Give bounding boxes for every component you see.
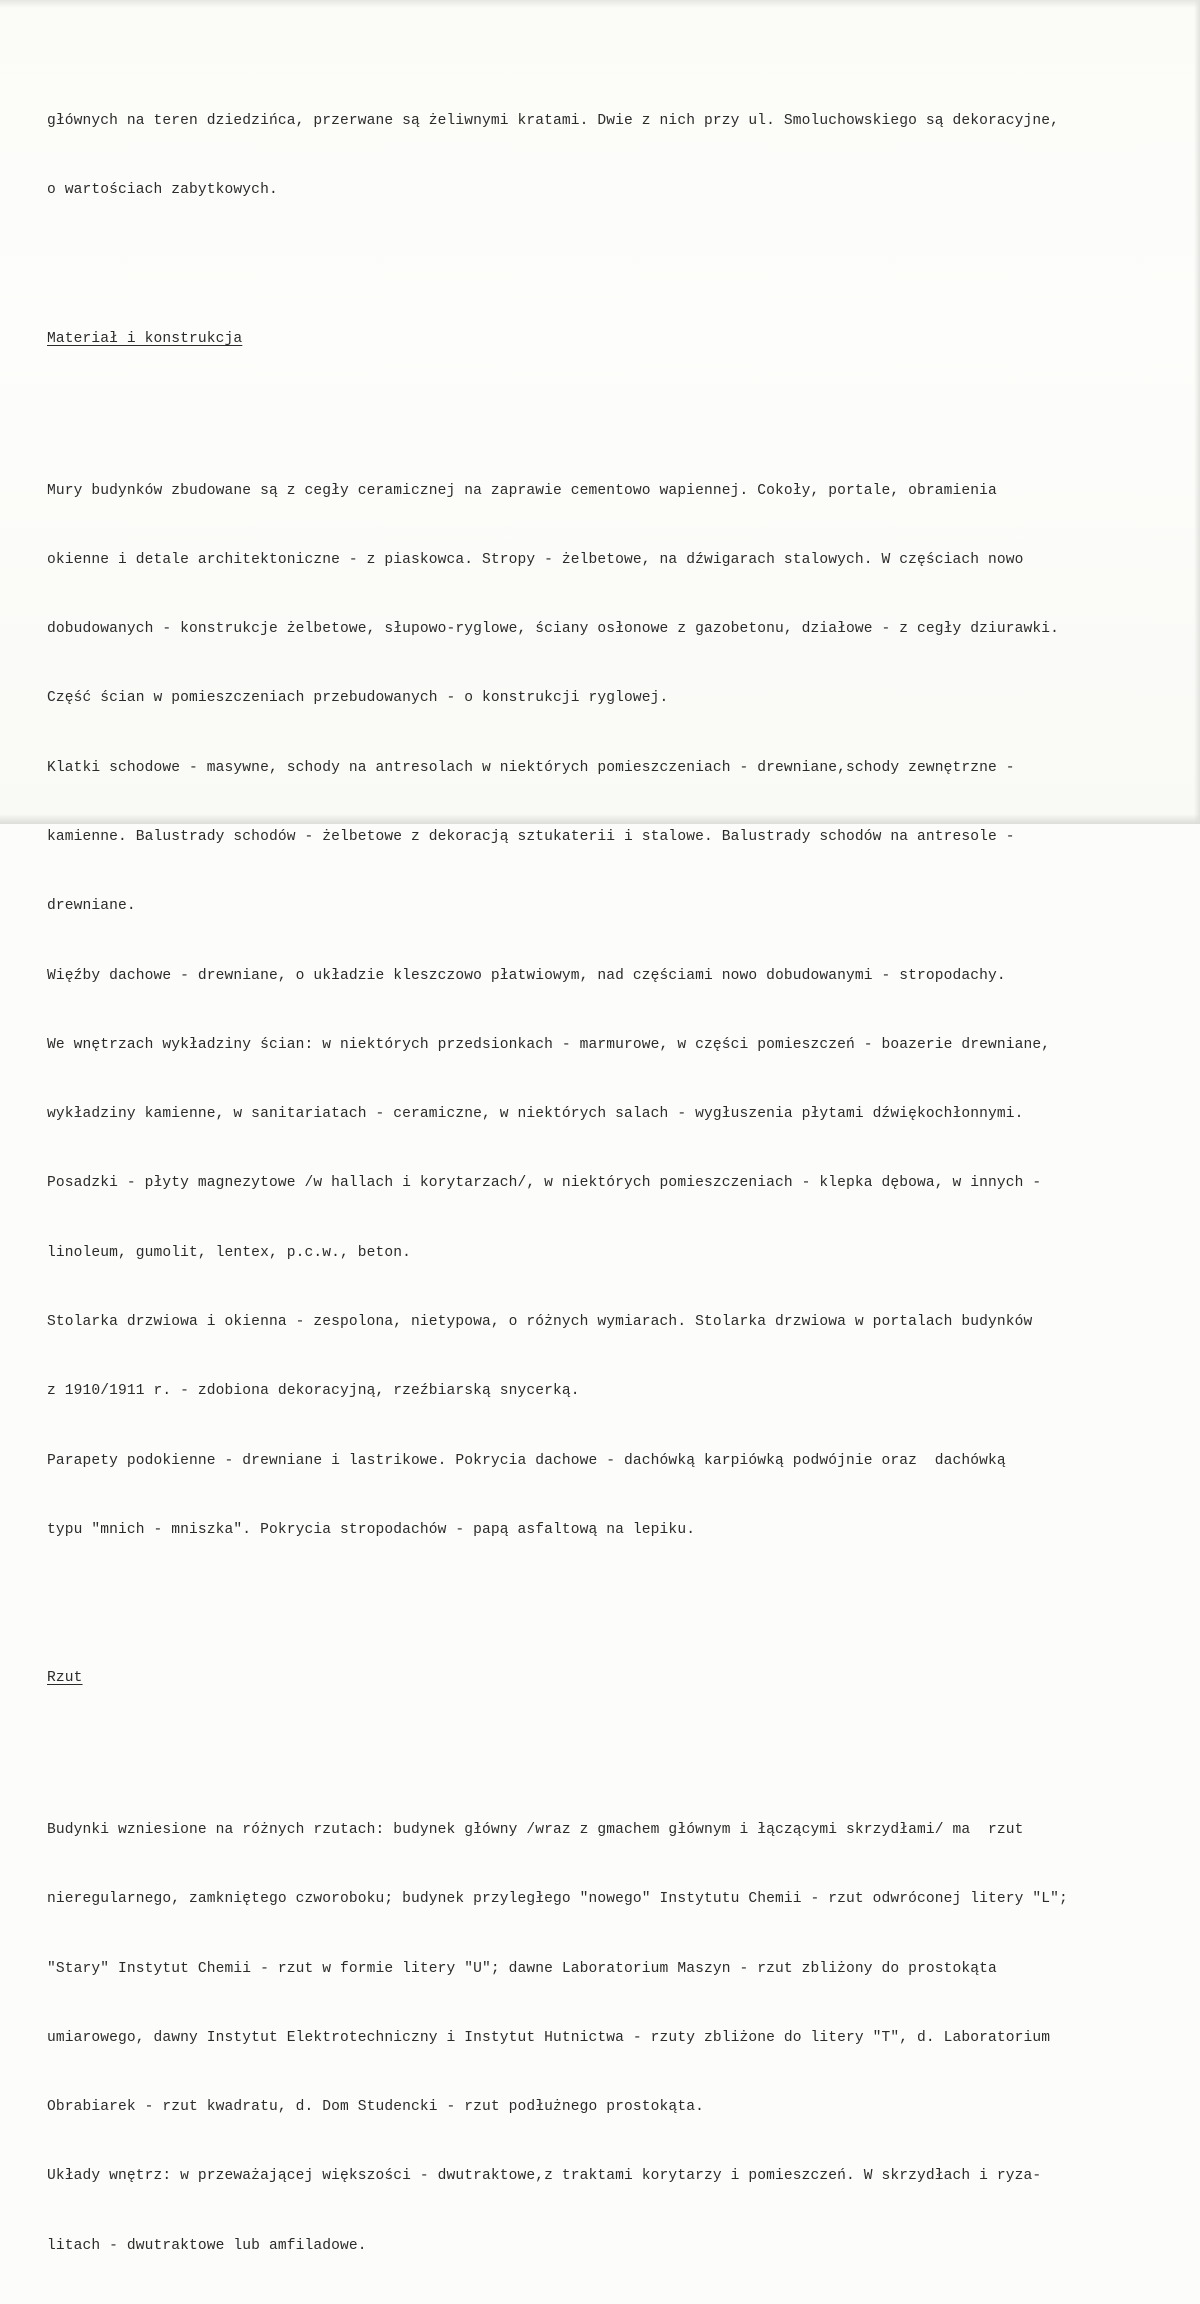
text-line: Więźby dachowe - drewniane, o układzie kleszczowo płatwiowym, nad częściami nowo dobudowanymi - stropodachy. bbox=[47, 967, 1006, 984]
text-line: umiarowego, dawny Instytut Elektrotechniczny i Instytut Hutnictwa - rzuty zbliżone do litery "T", d. Laboratorium bbox=[47, 2029, 1051, 2046]
text-line: Parapety podokienne - drewniane i lastrikowe. Pokrycia dachowe - dachówką karpiówką podwójnie oraz dachówką bbox=[47, 1452, 1006, 1469]
section-heading-material: Materiał i konstrukcja bbox=[47, 331, 243, 348]
text-line: Budynki wzniesione na różnych rzutach: budynek główny /wraz z gmachem głównym i łączącymi skrzydłami/ ma rzut bbox=[47, 1821, 1024, 1838]
text-line: głównych na teren dziedzińca, przerwane są żeliwnymi kratami. Dwie z nich przy ul. Smoluchowskiego są dekoracyjne, bbox=[47, 113, 1060, 130]
text-line: "Stary" Instytut Chemii - rzut w formie litery "U"; dawne Laboratorium Maszyn - rzut zbliżony do prostokąta bbox=[47, 1960, 997, 1977]
text-line: Część ścian w pomieszczeniach przebudowanych - o konstrukcji ryglowej. bbox=[47, 690, 669, 707]
text-line: Układy wnętrz: w przeważającej większości - dwutraktowe,z traktami korytarzy i pomieszczeń. W skrzydłach i ryza- bbox=[47, 2168, 1042, 2185]
text-line: linoleum, gumolit, lentex, p.c.w., beton. bbox=[47, 1244, 411, 1261]
text-line: litach - dwutraktowe lub amfiladowe. bbox=[47, 2237, 367, 2254]
typed-text-body bbox=[47, 64, 1197, 2304]
text-line: Klatki schodowe - masywne, schody na antresolach w niektórych pomieszczeniach - drewniane,schody zewnętrzne - bbox=[47, 759, 1015, 776]
text-line: o wartościach zabytkowych. bbox=[47, 182, 278, 199]
text-line: We wnętrzach wykładziny ścian: w niektórych przedsionkach - marmurowe, w części pomieszczeń - boazerie drewniane, bbox=[47, 1036, 1051, 1053]
text-line: wykładziny kamienne, w sanitariatach - ceramiczne, w niektórych salach - wygłuszenia płytami dźwiękochłonnymi. bbox=[47, 1106, 1024, 1123]
text-line: Stolarka drzwiowa i okienna - zespolona, nietypowa, o różnych wymiarach. Stolarka drzwiowa w portalach budynków bbox=[47, 1313, 1033, 1330]
page-edge-shadow bbox=[0, 0, 1200, 8]
text-line: Mury budynków zbudowane są z cegły ceramicznej na zaprawie cementowo wapiennej. Cokoły, portale, obramienia bbox=[47, 482, 997, 499]
text-line: typu "mnich - mniszka". Pokrycia stropodachów - papą asfaltową na lepiku. bbox=[47, 1521, 696, 1538]
text-line: dobudowanych - konstrukcje żelbetowe, słupowo-ryglowe, ściany osłonowe z gazobetonu, działowe - z cegły dziurawki. bbox=[47, 621, 1060, 638]
text-line: Obrabiarek - rzut kwadratu, d. Dom Studencki - rzut podłużnego prostokąta. bbox=[47, 2099, 704, 2116]
text-line: drewniane. bbox=[47, 898, 136, 915]
section-heading-rzut: Rzut bbox=[47, 1670, 83, 1687]
text-line: Posadzki - płyty magnezytowe /w hallach i korytarzach/, w niektórych pomieszczeniach - klepka dębowa, w innych - bbox=[47, 1175, 1042, 1192]
text-line: nieregularnego, zamkniętego czworoboku; budynek przyległego "nowego" Instytutu Chemii - rzut odwróconej litery "L"; bbox=[47, 1891, 1068, 1908]
text-line: kamienne. Balustrady schodów - żelbetowe z dekoracją sztukaterii i stalowe. Balustrady schodów na antresole - bbox=[47, 829, 1015, 845]
text-line: okienne i detale architektoniczne - z piaskowca. Stropy - żelbetowe, na dźwigarach stalowych. W częściach nowo bbox=[47, 551, 1024, 568]
text-line: z 1910/1911 r. - zdobiona dekoracyjną, rzeźbiarską snycerką. bbox=[47, 1383, 580, 1400]
